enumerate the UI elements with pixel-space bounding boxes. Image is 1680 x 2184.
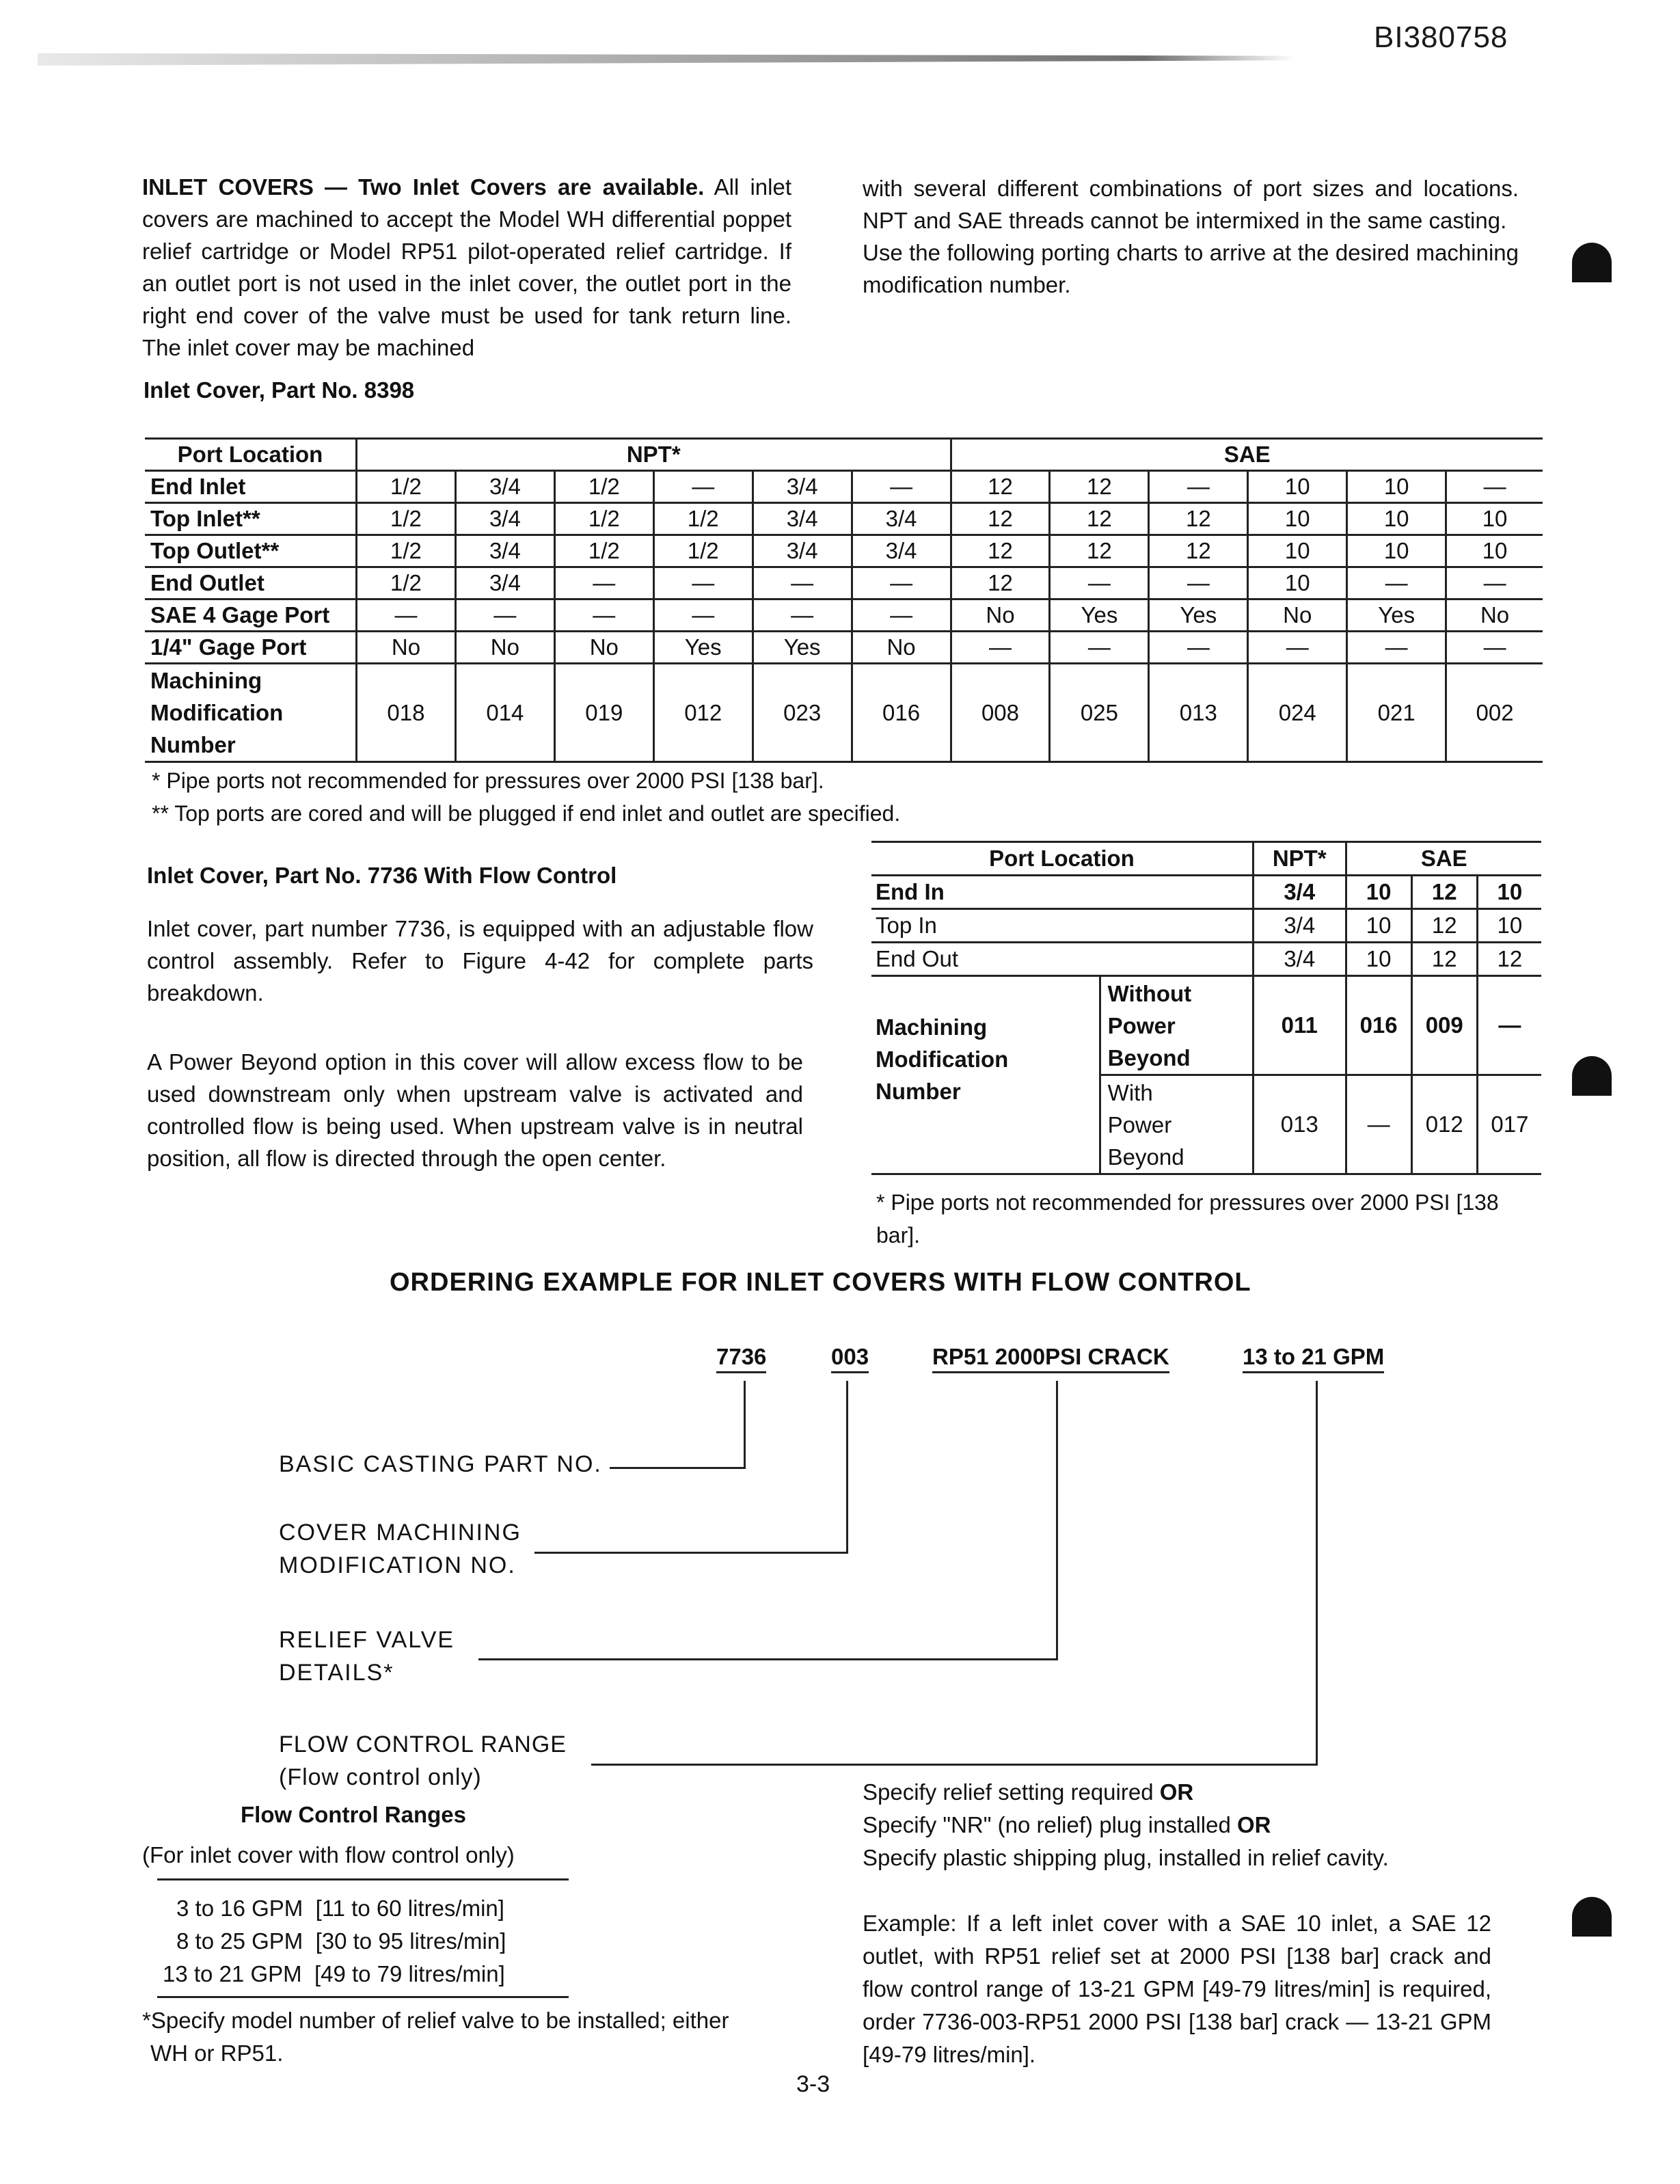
- table2-cell: 12: [1411, 909, 1477, 943]
- intro-left: [142, 171, 791, 364]
- table1-row-label: 1/4" Gage Port: [145, 632, 357, 664]
- table1-header-row: [145, 439, 1543, 471]
- table2-cell: 12: [1411, 876, 1477, 909]
- table1: [145, 437, 1543, 763]
- flow-cover-text-1: Inlet cover, part number 7736, is equipped with an adjustable flow control assembly. Refer to Figure 4-42 for complete parts breakdown.: [147, 916, 813, 1006]
- table1-sae-header: SAE: [951, 439, 1543, 471]
- table2-cell: 016: [1346, 976, 1411, 1075]
- table1-cell: —: [951, 632, 1050, 664]
- table1-port-location-header: Port Location: [145, 439, 357, 471]
- table1-cell: 12: [1050, 471, 1149, 503]
- table1-cell: —: [753, 599, 852, 632]
- table1-row: [145, 599, 1543, 632]
- table2-without-label: [1100, 976, 1253, 1075]
- connector-mod-vertical: [846, 1381, 848, 1553]
- table2-cell: 10: [1477, 909, 1541, 943]
- table1-cell: 12: [1149, 503, 1248, 535]
- table1-cell: —: [554, 567, 653, 599]
- flow-cover-title: Inlet Cover, Part No. 7736 With Flow Control: [147, 863, 617, 888]
- table1-cell: Yes: [753, 632, 852, 664]
- table1-cell: 10: [1347, 471, 1446, 503]
- table2-cell: —: [1346, 1075, 1411, 1174]
- table2-cell: —: [1477, 976, 1541, 1075]
- table2-row-label: End Out: [871, 943, 1254, 976]
- table1-row-label: End Outlet: [145, 567, 357, 599]
- table1-cell: 10: [1347, 535, 1446, 567]
- table1-cell: —: [1149, 471, 1248, 503]
- document-id: BI380758: [1374, 21, 1508, 54]
- binder-mark-icon: [1572, 1897, 1612, 1937]
- table1-cell: 1/2: [653, 535, 753, 567]
- table1-cell: 10: [1248, 503, 1347, 535]
- table2-cell: 10: [1346, 943, 1411, 976]
- table1-row: [145, 471, 1543, 503]
- specify-line-3: Specify plastic shipping plug, installed in relief cavity.: [863, 1845, 1389, 1870]
- table2-cell: 009: [1411, 976, 1477, 1075]
- table1-cell: —: [653, 567, 753, 599]
- table1-cell: 3/4: [852, 503, 951, 535]
- connector-relief-vertical: [1056, 1381, 1058, 1660]
- table1-cell: No: [455, 632, 554, 664]
- table1-mod-number: 018: [357, 664, 456, 762]
- table1-cell: 10: [1248, 535, 1347, 567]
- flow-cover-text-2: A Power Beyond option in this cover will allow excess flow to be used downstream only when upstream valve is activated and controlled flow is being used. When upstream valve is in neutral position, all flow is directed through the open center.: [147, 1049, 803, 1171]
- table2-without-label-line: Without: [1107, 980, 1192, 1006]
- table1-mod-number: 014: [455, 664, 554, 762]
- page-number: 3-3: [796, 2071, 830, 2097]
- table1-cell: 12: [951, 503, 1050, 535]
- table2-sae-header: SAE: [1346, 842, 1541, 876]
- table1-cell: —: [1446, 567, 1543, 599]
- table1-row: [145, 535, 1543, 567]
- binder-mark-icon: [1572, 1056, 1612, 1096]
- table1-mod-number: 025: [1050, 664, 1149, 762]
- binder-mark-icon: [1572, 243, 1612, 282]
- table2-cell: 017: [1477, 1075, 1541, 1174]
- table1-mod-row: [145, 664, 1543, 762]
- table1-cell: 10: [1248, 471, 1347, 503]
- table1-cell: 1/2: [554, 471, 653, 503]
- table1-cell: 12: [1050, 535, 1149, 567]
- intro-text-right-1: with several different combinations of port sizes and locations. NPT and SAE threads cannot be intermixed in the same casting.: [863, 176, 1519, 233]
- table2-npt-header: NPT*: [1254, 842, 1346, 876]
- order-label-line: BASIC CASTING PART NO.: [279, 1451, 602, 1477]
- connector-part-vertical: [744, 1381, 746, 1468]
- table1-cell: —: [852, 567, 951, 599]
- ranges-title: Flow Control Ranges: [241, 1802, 466, 1827]
- table1-cell: 1/2: [357, 471, 456, 503]
- table1-cell: —: [753, 567, 852, 599]
- table1-cell: —: [1050, 567, 1149, 599]
- table2-without-label-line: Power: [1107, 1012, 1176, 1038]
- table1-note-1: * Pipe ports not recommended for pressures over 2000 PSI [138 bar].: [152, 768, 824, 793]
- order-label-line: (Flow control only): [279, 1764, 482, 1790]
- table1-cell: 3/4: [852, 535, 951, 567]
- table2-mod-label-line: Machining: [876, 1014, 988, 1040]
- table1-cell: 12: [1149, 535, 1248, 567]
- table1-cell: —: [1149, 567, 1248, 599]
- table2-without-row: [871, 976, 1541, 1075]
- table1-body: [145, 471, 1543, 664]
- table1-cell: —: [1050, 632, 1149, 664]
- specify-or: OR: [1237, 1812, 1271, 1837]
- table1-cell: Yes: [653, 632, 753, 664]
- table1-mod-label-line: Machining: [150, 668, 262, 693]
- table1-row: [145, 632, 1543, 664]
- connector-flow-horizontal: [591, 1764, 1318, 1766]
- table2-with-label: [1100, 1075, 1253, 1174]
- intro-text-left: All inlet covers are machined to accept the Model WH differential poppet relief cartridge or Model RP51 pilot-operated relief cartridge. If an outlet port is not used in the inlet cover, the outlet port in the right end cover of the valve must be used for tank return line. The inlet cover may be machined: [142, 174, 792, 360]
- table2: [871, 841, 1541, 1175]
- table1-cell: —: [1347, 632, 1446, 664]
- table1-cell: 1/2: [357, 503, 456, 535]
- table2-cell: 12: [1477, 943, 1541, 976]
- table2-cell: 10: [1346, 876, 1411, 909]
- ranges-subtitle: (For inlet cover with flow control only): [142, 1842, 515, 1868]
- table1-cell: —: [455, 599, 554, 632]
- connector-flow-vertical: [1316, 1381, 1318, 1765]
- table2-note: * Pipe ports not recommended for pressures over 2000 PSI [138 bar].: [876, 1190, 1499, 1248]
- table2-with-label-line: With: [1107, 1079, 1153, 1105]
- order-label-line: RELIEF VALVE: [279, 1627, 455, 1653]
- connector-relief-horizontal: [478, 1658, 1058, 1660]
- table2-cell: 011: [1254, 976, 1346, 1075]
- header-band: [38, 48, 1295, 66]
- table2-cell: 10: [1477, 876, 1541, 909]
- ranges-top-rule: [157, 1878, 569, 1880]
- table2-mod-label-line: Modification: [876, 1047, 1009, 1072]
- table1-cell: 10: [1446, 535, 1543, 567]
- table1-cell: Yes: [1347, 599, 1446, 632]
- table1-cell: 12: [1050, 503, 1149, 535]
- connector-mod-horizontal: [534, 1552, 848, 1554]
- table1-cell: Yes: [1050, 599, 1149, 632]
- table1-cell: 12: [951, 471, 1050, 503]
- table1-cell: —: [653, 471, 753, 503]
- table2-without-label-line: Beyond: [1107, 1044, 1191, 1070]
- table1-mod-label: [145, 664, 357, 762]
- table1-cell: 12: [951, 535, 1050, 567]
- table1-npt-header: NPT*: [357, 439, 951, 471]
- table1-cell: —: [357, 599, 456, 632]
- table1-cell: 3/4: [455, 503, 554, 535]
- specify-or: OR: [1159, 1779, 1194, 1805]
- order-code-relief: RP51 2000PSI CRACK: [932, 1344, 1169, 1373]
- intro-text-right-2: Use the following porting charts to arrive at the desired machining modification number.: [863, 240, 1519, 297]
- table2-row: [871, 876, 1541, 909]
- table1-mod-number: 016: [852, 664, 951, 762]
- table1-cell: 12: [951, 567, 1050, 599]
- table1-mod-label-line: Modification: [150, 700, 284, 725]
- table2-cell: 3/4: [1254, 943, 1346, 976]
- table2-header-row: [871, 842, 1541, 876]
- table1-cell: No: [1446, 599, 1543, 632]
- table1-cell: 3/4: [753, 535, 852, 567]
- order-label-line: FLOW CONTROL RANGE: [279, 1731, 567, 1757]
- table1-cell: 3/4: [455, 535, 554, 567]
- table1-cell: 1/2: [653, 503, 753, 535]
- table1-mod-number: 019: [554, 664, 653, 762]
- order-label-line: MODIFICATION NO.: [279, 1552, 516, 1578]
- table1-cell: —: [1248, 632, 1347, 664]
- table1-row: [145, 567, 1543, 599]
- table1-cell: 3/4: [753, 471, 852, 503]
- table1-mod-number: 012: [653, 664, 753, 762]
- specify-block: [863, 1776, 1389, 1874]
- table1-cell: No: [951, 599, 1050, 632]
- ranges-bottom-rule: [157, 1996, 569, 1998]
- table1-mod-number: 023: [753, 664, 852, 762]
- table1-cell: 3/4: [753, 503, 852, 535]
- range-item: 3 to 16 GPM [11 to 60 litres/min]: [176, 1896, 504, 1921]
- order-code-mod: 003: [831, 1344, 869, 1373]
- order-label-part: [279, 1448, 602, 1481]
- table1-cell: No: [357, 632, 456, 664]
- example-text: Example: If a left inlet cover with a SAE 10 inlet, a SAE 12 outlet, with RP51 relief set at 2000 PSI [138 bar] crack and flow control range of 13-21 GPM [49-79 litres/min] is required, order 7736-003-RP51 2000 PSI [138 bar] crack — 13-21 GPM [49-79 litres/min].: [863, 1911, 1491, 2067]
- table1-mod-number: 002: [1446, 664, 1543, 762]
- table1-cell: —: [653, 599, 753, 632]
- table1-cell: 1/2: [357, 567, 456, 599]
- table1-cell: No: [852, 632, 951, 664]
- intro-right: [863, 172, 1519, 301]
- table1-mod-label-line: Number: [150, 732, 236, 757]
- specify-line-2: Specify "NR" (no relief) plug installed OR: [863, 1812, 1271, 1837]
- table1-cell: Yes: [1149, 599, 1248, 632]
- table1-mod-number: 021: [1347, 664, 1446, 762]
- table1-cell: —: [1446, 632, 1543, 664]
- table1-cell: 10: [1446, 503, 1543, 535]
- range-item: 8 to 25 GPM [30 to 95 litres/min]: [176, 1928, 506, 1954]
- intro-heading: INLET COVERS — Two Inlet Covers are available.: [142, 174, 705, 200]
- table2-cell: 3/4: [1254, 876, 1346, 909]
- table1-cell: —: [1347, 567, 1446, 599]
- table2-mod-label: [871, 976, 1100, 1174]
- table2-row-label: End In: [871, 876, 1254, 909]
- table1-cell: 3/4: [455, 471, 554, 503]
- table1-cell: 1/2: [357, 535, 456, 567]
- table2-row: [871, 943, 1541, 976]
- table1-cell: —: [852, 471, 951, 503]
- order-label-flow: [279, 1728, 567, 1794]
- table2-body: [871, 876, 1541, 976]
- table1-row-label: Top Inlet**: [145, 503, 357, 535]
- table2-cell: 12: [1411, 943, 1477, 976]
- table1-row-label: Top Outlet**: [145, 535, 357, 567]
- ranges-footnote-2: WH or RP51.: [150, 2040, 284, 2066]
- order-label-line: COVER MACHINING: [279, 1520, 521, 1546]
- table2-mod-label-line: Number: [876, 1079, 961, 1104]
- table1-cell: —: [852, 599, 951, 632]
- table1-note-2: ** Top ports are cored and will be plugged if end inlet and outlet are specified.: [152, 801, 901, 826]
- ranges-footnote-1: *Specify model number of relief valve to be installed; either: [142, 2008, 729, 2033]
- table1-cell: —: [1446, 471, 1543, 503]
- table2-cell: 012: [1411, 1075, 1477, 1174]
- order-label-relief: [279, 1623, 455, 1689]
- order-label-line: DETAILS*: [279, 1660, 394, 1686]
- table1-cell: —: [554, 599, 653, 632]
- table2-cell: 10: [1346, 909, 1411, 943]
- connector-part-horizontal: [610, 1467, 746, 1469]
- table1-cell: 3/4: [455, 567, 554, 599]
- table2-with-label-line: Power: [1107, 1111, 1172, 1137]
- table1-cell: 1/2: [554, 535, 653, 567]
- table1-row-label: SAE 4 Gage Port: [145, 599, 357, 632]
- table1-cell: 10: [1347, 503, 1446, 535]
- ordering-title: ORDERING EXAMPLE FOR INLET COVERS WITH FLOW CONTROL: [390, 1268, 1251, 1297]
- table2-with-label-line: Beyond: [1107, 1144, 1184, 1170]
- table1-cell: —: [1149, 632, 1248, 664]
- table1-cell: 1/2: [554, 503, 653, 535]
- specify-line-1: Specify relief setting required OR: [863, 1779, 1194, 1805]
- table2-port-location-header: Port Location: [871, 842, 1254, 876]
- table1-mod-number: 024: [1248, 664, 1347, 762]
- table1-row: [145, 503, 1543, 535]
- table1-cell: No: [1248, 599, 1347, 632]
- table1-mod-number: 008: [951, 664, 1050, 762]
- table1-cell: 10: [1248, 567, 1347, 599]
- table1-title: Inlet Cover, Part No. 8398: [144, 377, 415, 403]
- table2-row: [871, 909, 1541, 943]
- table1-cell: No: [554, 632, 653, 664]
- table1-row-label: End Inlet: [145, 471, 357, 503]
- table1-mod-number: 013: [1149, 664, 1248, 762]
- table2-row-label: Top In: [871, 909, 1254, 943]
- order-code-part: 7736: [716, 1344, 766, 1373]
- order-code-flow: 13 to 21 GPM: [1243, 1344, 1384, 1373]
- table2-cell: 3/4: [1254, 909, 1346, 943]
- range-item: 13 to 21 GPM [49 to 79 litres/min]: [163, 1961, 505, 1986]
- table2-cell: 013: [1254, 1075, 1346, 1174]
- order-label-mod: [279, 1516, 521, 1582]
